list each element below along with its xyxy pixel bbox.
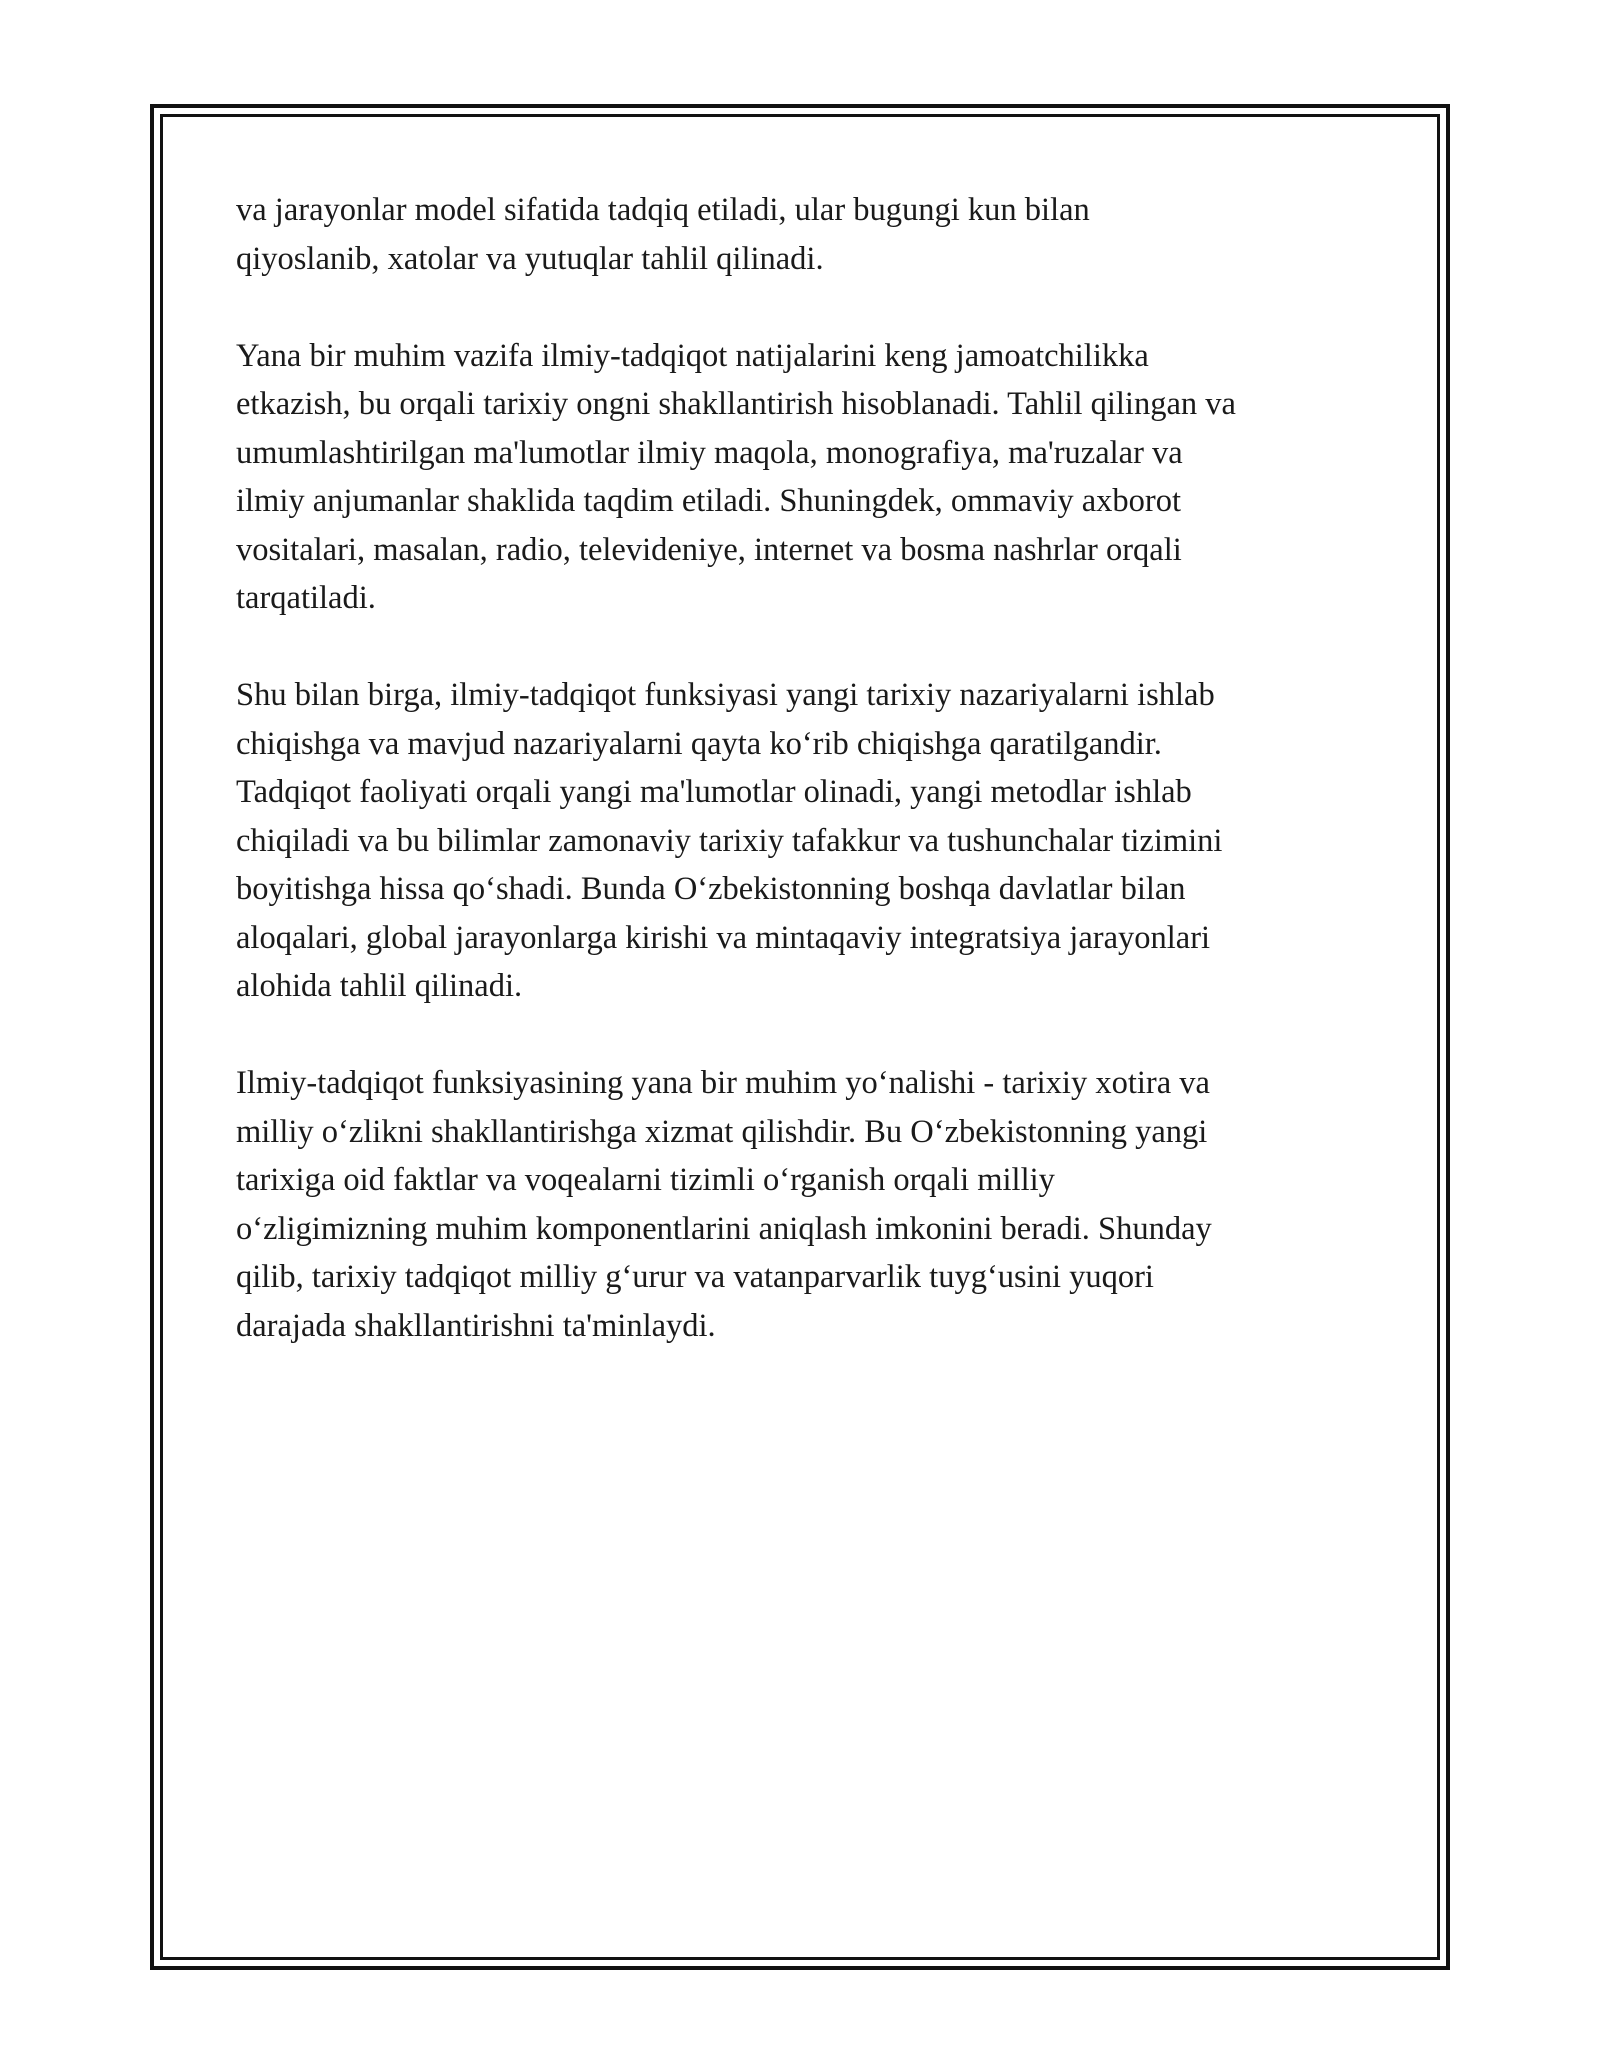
- text-line: Ilmiy-tadqiqot funksiyasining yana bir muhim yoʻnalishi - tarixiy xotira va: [236, 1065, 1210, 1101]
- text-line: umumlashtirilgan ma'lumotlar ilmiy maqola, monografiya, ma'ruzalar va: [236, 434, 1183, 471]
- text-line: Shu bilan birga, ilmiy-tadqiqot funksiyasi yangi tarixiy nazariyalarni ishlab: [236, 677, 1215, 713]
- paragraph-1: [236, 186, 1386, 283]
- text-line: ilmiy anjumanlar shaklida taqdim etiladi. Shuningdek, ommaviy axborot: [236, 483, 1182, 519]
- text-line: Yana bir muhim vazifa ilmiy-tadqiqot natijalarini keng jamoatchilikka: [236, 337, 1149, 374]
- text-line: etkazish, bu orqali tarixiy ongni shakllantirish hisoblanadi. Tahlil qilingan va: [236, 386, 1236, 422]
- text-line: va jarayonlar model sifatida tadqiq etiladi, ular bugungi kun bilan: [236, 192, 1090, 228]
- document-body: [236, 186, 1386, 1399]
- text-line: aloqalari, global jarayonlarga kirishi va mintaqaviy integratsiya jarayonlari: [236, 919, 1211, 956]
- text-line: qilib, tarixiy tadqiqot milliy gʻurur va vatanparvarlik tuygʻusini yuqori: [236, 1259, 1154, 1295]
- text-line: oʻzligimizning muhim komponentlarini aniqlash imkonini beradi. Shunday: [236, 1210, 1212, 1247]
- text-line: tarixiga oid faktlar va voqealarni tizimli oʻrganish orqali milliy: [236, 1162, 1055, 1198]
- text-line: qiyoslanib, xatolar va yutuqlar tahlil qilinadi.: [236, 240, 824, 277]
- text-line: Tadqiqot faoliyati orqali yangi ma'lumotlar olinadi, yangi metodlar ishlab: [236, 774, 1192, 810]
- text-line: vositalari, masalan, radio, televideniye, internet va bosma nashrlar orqali: [236, 531, 1182, 568]
- text-line: chiqiladi va bu bilimlar zamonaviy tarixiy tafakkur va tushunchalar tizimini: [236, 822, 1223, 859]
- paragraph-2: [236, 332, 1386, 623]
- paragraph-3: [236, 671, 1386, 1011]
- text-line: boyitishga hissa qoʻshadi. Bunda Oʻzbekistonning boshqa davlatlar bilan: [236, 871, 1186, 907]
- paragraph-4: [236, 1059, 1386, 1350]
- text-line: tarqatiladi.: [236, 580, 376, 616]
- text-line: chiqishga va mavjud nazariyalarni qayta koʻrib chiqishga qaratilgandir.: [236, 725, 1162, 762]
- text-line: milliy oʻzlikni shakllantirishga xizmat qilishdir. Bu Oʻzbekistonning yangi: [236, 1113, 1208, 1150]
- text-line: darajada shakllantirishni ta'minlaydi.: [236, 1307, 716, 1344]
- text-line: alohida tahlil qilinadi.: [236, 968, 523, 1004]
